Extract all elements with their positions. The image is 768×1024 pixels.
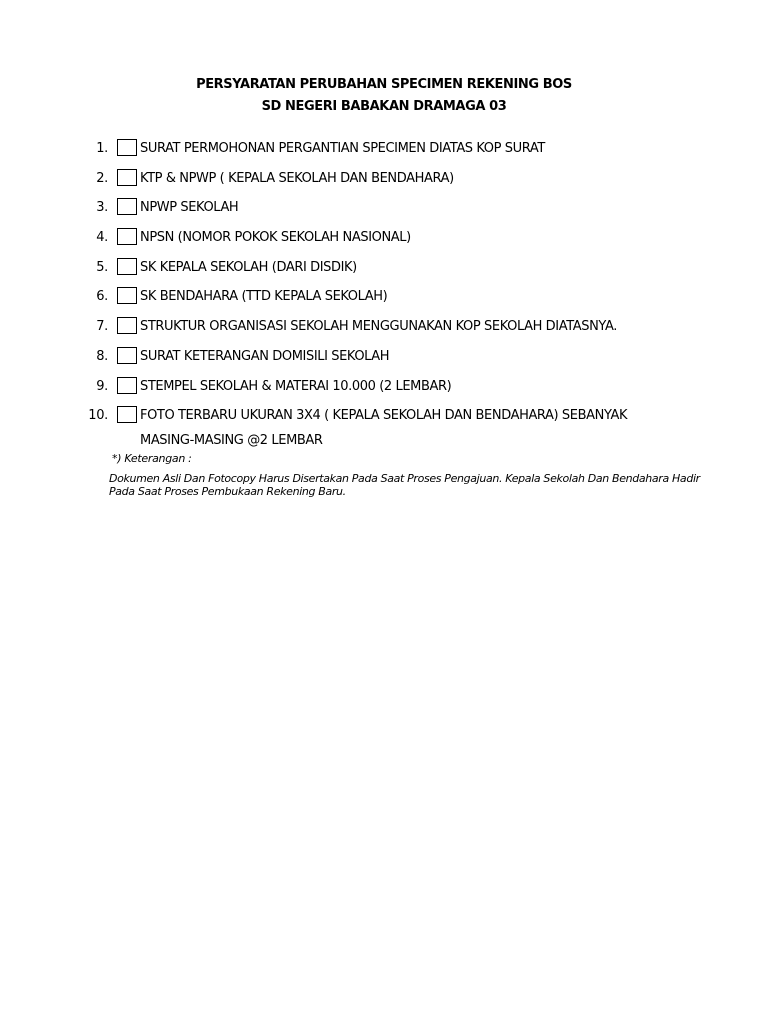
checklist-item-3 [88, 196, 728, 226]
checklist-item-5 [88, 256, 728, 286]
item-text: NPWP SEKOLAH [140, 200, 239, 216]
title-line-2: SD NEGERI BABAKAN DRAMAGA 03 [261, 99, 507, 114]
checkbox[interactable] [117, 169, 137, 186]
checkbox[interactable] [117, 317, 137, 334]
checkbox[interactable] [117, 258, 137, 275]
checkbox[interactable] [117, 139, 137, 156]
document-title [0, 74, 768, 118]
checklist-item-10 [88, 404, 728, 449]
checkbox[interactable] [117, 228, 137, 245]
item-text: SK BENDAHARA (TTD KEPALA SEKOLAH) [140, 289, 388, 305]
item-text: KTP & NPWP ( KEPALA SEKOLAH DAN BENDAHARA) [140, 170, 454, 186]
item-number: 5. [96, 259, 108, 275]
requirements-checklist [88, 137, 728, 449]
note-label: *) Keterangan : [112, 452, 192, 465]
checklist-item-8 [88, 345, 728, 375]
item-text-continuation: MASING-MASING @2 LEMBAR [140, 433, 323, 449]
item-number: 9. [96, 378, 108, 394]
checkbox[interactable] [117, 377, 137, 394]
item-text: SK KEPALA SEKOLAH (DARI DISDIK) [140, 259, 357, 275]
item-text: NPSN (NOMOR POKOK SEKOLAH NASIONAL) [140, 230, 411, 246]
item-text: STRUKTUR ORGANISASI SEKOLAH MENGGUNAKAN KOP SEKOLAH DIATASNYA. [140, 319, 617, 335]
checklist-item-4 [88, 226, 728, 256]
checklist-item-9 [88, 375, 728, 405]
checklist-item-2 [88, 167, 728, 197]
item-text: SURAT PERMOHONAN PERGANTIAN SPECIMEN DIATAS KOP SURAT [140, 141, 545, 156]
item-number: 4. [96, 230, 108, 246]
item-number: 2. [96, 170, 108, 186]
item-text: SURAT KETERANGAN DOMISILI SEKOLAH [140, 348, 390, 364]
item-number: 7. [96, 319, 108, 335]
item-number: 3. [96, 200, 108, 216]
item-number: 1. [96, 141, 108, 156]
item-text: FOTO TERBARU UKURAN 3X4 ( KEPALA SEKOLAH DAN BENDAHARA) SEBANYAK [140, 408, 628, 424]
checkbox[interactable] [117, 198, 137, 215]
item-number: 6. [96, 289, 108, 305]
item-number: 8. [96, 348, 108, 364]
checkbox[interactable] [117, 287, 137, 304]
checklist-item-7 [88, 315, 728, 345]
checklist-item-6 [88, 285, 728, 315]
note-text: Dokumen Asli Dan Fotocopy Harus Disertakan Pada Saat Proses Pengajuan. Kepala Sekolah Dan Bendahara Hadir Pada Saat Proses Pembukaan Rekening Baru. [109, 472, 700, 498]
checklist-item-1 [88, 137, 728, 167]
title-line-1: PERSYARATAN PERUBAHAN SPECIMEN REKENING BOS [196, 77, 572, 92]
item-text: STEMPEL SEKOLAH & MATERAI 10.000 (2 LEMBAR) [140, 378, 452, 394]
checkbox[interactable] [117, 406, 137, 423]
item-number: 10. [88, 408, 108, 424]
checkbox[interactable] [117, 347, 137, 364]
